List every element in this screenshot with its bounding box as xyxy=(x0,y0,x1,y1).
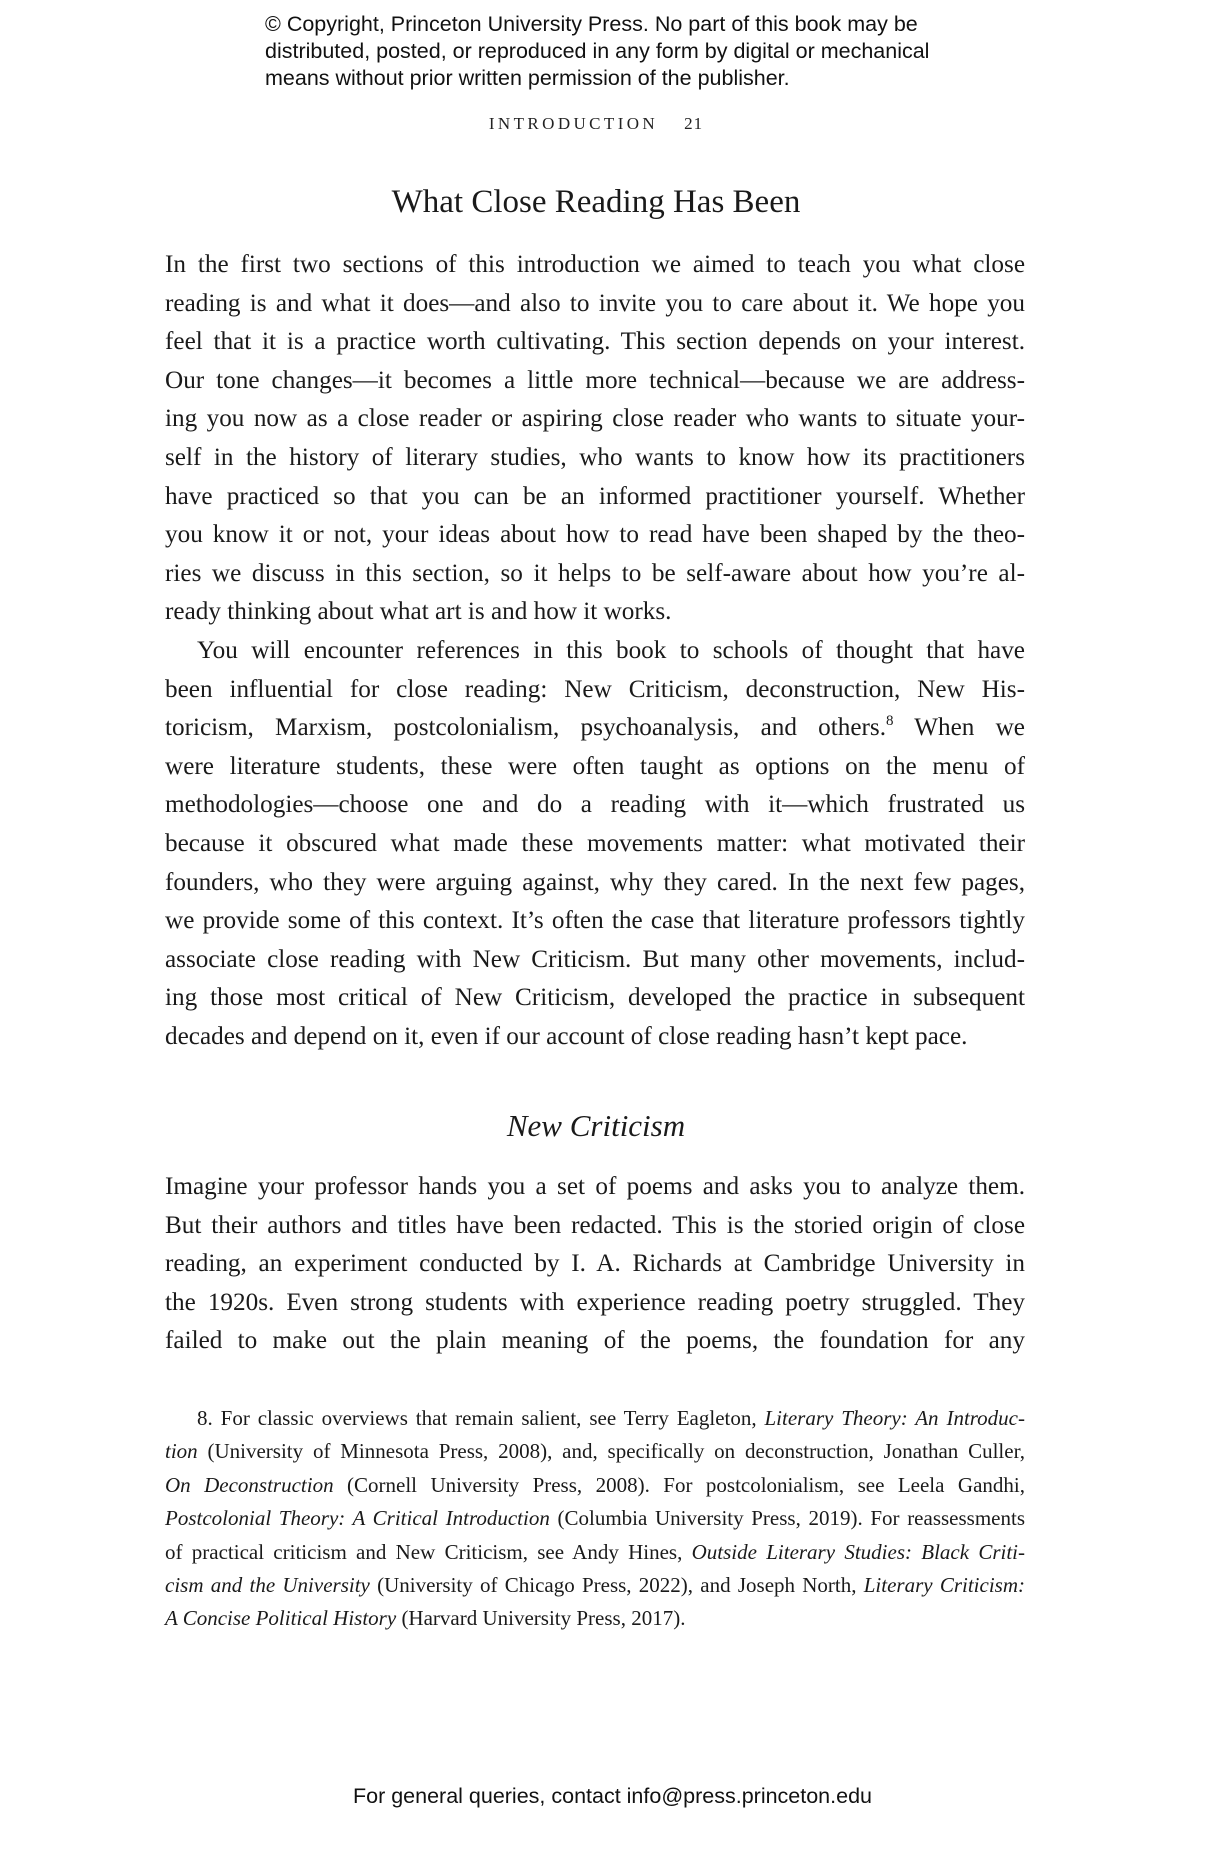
text-line: ready thinking about what art is and how it works. xyxy=(165,598,672,626)
text-line: founders, who they were arguing against, why they cared. In the next few pages, xyxy=(165,868,1025,896)
text-line: Imagine your professor hands you a set of poems and asks you to analyze them. xyxy=(165,1173,1025,1200)
footnote-text: (Cornell University Press, 2008). For postcolonialism, see Leela Gandhi, xyxy=(333,1472,1025,1497)
footnote-line xyxy=(165,1569,1025,1602)
text-line: ing those most critical of New Criticism, developed the practice in subsequent xyxy=(165,984,1025,1012)
book-title: tion xyxy=(165,1439,198,1464)
text-line: In the first two sections of this introduction we aimed to teach you what close xyxy=(165,251,1025,278)
text-line: But their authors and titles have been redacted. This is the storied origin of close xyxy=(165,1211,1025,1239)
copyright-notice xyxy=(265,11,1025,92)
text-line-with-note xyxy=(165,709,1025,748)
footnote-text: (University of Minnesota Press, 2008), and, specifically on deconstruction, Jonathan Culler, xyxy=(197,1439,1025,1464)
text-line: decades and depend on it, even if our account of close reading hasn’t kept pace. xyxy=(165,1022,968,1050)
paragraph-3 xyxy=(165,1168,1025,1361)
footnote-text: 8. For classic overviews that remain salient, see Terry Eagleton, xyxy=(197,1406,765,1430)
footnote-line xyxy=(165,1502,1025,1535)
paragraph-1 xyxy=(165,246,1025,632)
text-line: you know it or not, your ideas about how to read have been shaped by the theo- xyxy=(165,521,1025,549)
text-line: feel that it is a practice worth cultivating. This section depends on your interest. xyxy=(165,328,1025,356)
text-line: because it obscured what made these movements matter: what motivated their xyxy=(165,829,1025,857)
text-line: ing you now as a close reader or aspiring close reader who wants to situate your- xyxy=(165,405,1025,433)
copyright-line: means without prior written permission of the publisher. xyxy=(265,66,790,90)
book-title: On Deconstruction xyxy=(165,1472,334,1497)
text-line: You will encounter references in this book to schools of thought that have xyxy=(197,637,1025,664)
text-line: ries we discuss in this section, so it helps to be self-aware about how you’re al- xyxy=(165,559,1025,587)
copyright-line: distributed, posted, or reproduced in any form by digital or mechanical xyxy=(265,39,930,63)
text-line: reading is and what it does—and also to invite you to care about it. We hope you xyxy=(165,289,1025,317)
footnote-line xyxy=(165,1469,1025,1502)
footnote-text: of practical criticism and New Criticism, see Andy Hines, xyxy=(165,1539,692,1564)
footnote-line xyxy=(165,1435,1025,1468)
running-head xyxy=(0,114,1192,134)
footnote-line xyxy=(165,1402,1025,1435)
footnote-text: (University of Chicago Press, 2022), and Joseph North, xyxy=(369,1573,864,1598)
book-title: A Concise Political History xyxy=(165,1606,397,1631)
text-line: have practiced so that you can be an informed practitioner yourself. Whether xyxy=(165,482,1025,510)
book-title: Outside Literary Studies: Black Criti- xyxy=(691,1539,1025,1564)
book-title: cism and the University xyxy=(165,1573,370,1598)
text-line: Our tone changes—it becomes a little more technical—because we are address- xyxy=(165,366,1025,394)
footnote-line xyxy=(165,1602,1025,1635)
section-heading: What Close Reading Has Been xyxy=(391,184,801,220)
text-line: we provide some of this context. It’s often the case that literature professors tightly xyxy=(165,907,1025,935)
footnote-line xyxy=(165,1536,1025,1569)
text-line: methodologies—choose one and do a reading with it—which frustrated us xyxy=(165,791,1025,819)
text-line: were literature students, these were often taught as options on the menu of xyxy=(165,752,1025,780)
text-line: reading, an experiment conducted by I. A. Richards at Cambridge University in xyxy=(165,1250,1025,1278)
footnote xyxy=(165,1402,1025,1636)
text-line: been influential for close reading: New Criticism, deconstruction, New His- xyxy=(165,675,1025,703)
book-title: Literary Theory: An Introduc- xyxy=(764,1406,1025,1430)
contact-line: For general queries, contact info@press.princeton.edu xyxy=(352,1784,872,1808)
paragraph-2 xyxy=(165,632,1025,1057)
text-line: the 1920s. Even strong students with experience reading poetry struggled. They xyxy=(165,1288,1025,1316)
text-line: associate close reading with New Criticism. But many other movements, includ- xyxy=(165,945,1025,973)
book-title: Postcolonial Theory: A Critical Introduction xyxy=(165,1506,550,1531)
page-number: 21 xyxy=(684,114,704,133)
subsection-heading: New Criticism xyxy=(506,1108,686,1143)
text-fragment: toricism, Marxism, postcolonialism, psychoanalysis, and others. xyxy=(165,714,886,742)
running-head-title: INTRODUCTION xyxy=(488,114,659,133)
footnote-marker[interactable]: 8 xyxy=(886,713,894,730)
footnote-text: (Harvard University Press, 2017). xyxy=(396,1606,686,1631)
book-title: Literary Criticism: xyxy=(863,1573,1025,1598)
footnote-text: (Columbia University Press, 2019). For reassessments xyxy=(549,1506,1025,1531)
text-fragment: When we xyxy=(893,714,1025,742)
text-line: self in the history of literary studies, who wants to know how its practitioners xyxy=(165,443,1025,471)
text-line: failed to make out the plain meaning of the poems, the foundation for any xyxy=(165,1327,1025,1355)
copyright-line: © Copyright, Princeton University Press. No part of this book may be xyxy=(265,12,918,36)
